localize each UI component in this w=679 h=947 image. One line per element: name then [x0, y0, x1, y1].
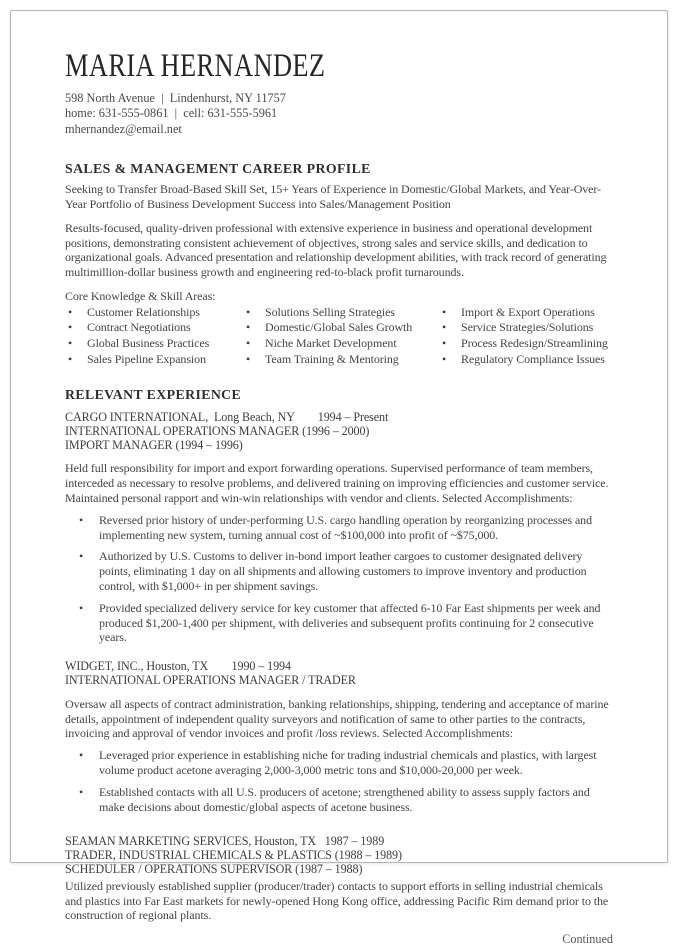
skill-item [439, 305, 614, 321]
accomplishment-item [65, 549, 615, 593]
job-description: Held full responsibility for import and export forwarding operations. Supervised performance of team members, interceded as necessary to resolve problems, and delivered training on improving efficiencies and customer service. Maintained personal rapport and win-win relationships with vendor and clients. Selected Accomplishments: [65, 461, 609, 506]
section-heading-relevant-experience: RELEVANT EXPERIENCE [65, 387, 242, 403]
job-accomplishments [65, 748, 615, 814]
bullet-icon [65, 305, 87, 321]
accomplishment-item [65, 748, 615, 778]
skill-label: Regulatory Compliance Issues [461, 351, 605, 366]
skill-label: Domestic/Global Sales Growth [265, 320, 413, 335]
bullet-icon [65, 320, 87, 336]
job-company-line: SEAMAN MARKETING SERVICES, Houston, TX 1987 – 1989 [65, 834, 385, 849]
skill-item [439, 320, 614, 336]
bullet-icon [439, 305, 461, 321]
bullet-icon [65, 336, 87, 352]
phone-line: home: 631-555-0861 | cell: 631-555-5961 [65, 106, 278, 121]
skill-label: Global Business Practices [87, 335, 210, 350]
accomplishment-text: Established contacts with all U.S. producers of acetone; strengthened ability to assess supply factors and make decisions about domestic/global aspects of acetone business. [99, 784, 590, 814]
accomplishment-item [65, 785, 615, 815]
skill-label: Sales Pipeline Expansion [87, 351, 206, 366]
job-title-line: INTERNATIONAL OPERATIONS MANAGER (1996 – 2000) [65, 423, 370, 438]
skills-column-2 [243, 305, 439, 367]
accomplishment-text: Authorized by U.S. Customs to deliver in-bond import leather cargoes to customer designated delivery points, eliminating 1 day on all shipments and allowing customers to improve inventory and production control, with $1,000+ in per shipment savings. [99, 549, 587, 594]
accomplishment-text: Provided specialized delivery service for key customer that affected 6-10 Far East shipments per week and produced $1,200-1,400 per shipment, with deliveries and subsequent profits continuing for 2 consecutive years. [99, 600, 601, 645]
job-title-line: IMPORT MANAGER (1994 – 1996) [65, 437, 243, 452]
skill-label: Solutions Selling Strategies [265, 304, 395, 319]
skills-grid [65, 305, 615, 367]
skill-item [243, 305, 439, 321]
skill-item [65, 305, 243, 321]
skill-label: Service Strategies/Solutions [461, 320, 594, 335]
job-description: Oversaw all aspects of contract administration, banking relationships, shipping, tendering and acceptance of marine details, appointment of independent quality surveyors and notification of same to other parties to the contracts, invoicing and approval of vendor invoices and profit /loss reviews. Selected Accomplishments: [65, 696, 609, 741]
accomplishment-item [65, 601, 615, 645]
job-title-line: INTERNATIONAL OPERATIONS MANAGER / TRADER [65, 673, 356, 688]
skills-column-1 [65, 305, 243, 367]
accomplishment-item [65, 513, 615, 543]
profile-summary: Results-focused, quality-driven professional with extensive experience in business and operational development positions, demonstrating consistent achievement of objectives, strong sales and service skills, and dedication to organizational goals. Advanced presentation and relationship development abilities, with track record of generating multimillion-dollar business growth and engineering red-to-black profit turnarounds. [65, 220, 607, 280]
bullet-icon [65, 601, 99, 645]
job-header [65, 660, 615, 688]
skill-item [65, 352, 243, 368]
bullet-icon [439, 320, 461, 336]
skill-label: Import & Export Operations [461, 304, 595, 319]
skills-column-3 [439, 305, 614, 367]
skill-item [243, 336, 439, 352]
job-header [65, 835, 615, 876]
bullet-icon [243, 305, 265, 321]
bullet-icon [65, 352, 87, 368]
skill-label: Niche Market Development [265, 335, 397, 350]
profile-subtitle: Seeking to Transfer Broad-Based Skill Set, 15+ Years of Experience in Domestic/Global Markets, and Year-Over-Year Portfolio of Business Development Success into Sales/Management Position [65, 182, 601, 211]
skill-item [65, 320, 243, 336]
skill-item [439, 352, 614, 368]
skill-label: Process Redesign/Streamlining [461, 335, 608, 350]
bullet-icon [243, 336, 265, 352]
resume-page [10, 10, 668, 947]
skill-item [243, 320, 439, 336]
accomplishment-text: Leveraged prior experience in establishing niche for trading industrial chemicals and plastics, with largest volume product acetone averaging 2,000-3,000 metric tons and $10,000-20,000 per week. [99, 748, 597, 778]
job-company-line: CARGO INTERNATIONAL, Long Beach, NY 1994 – Present [65, 410, 389, 425]
job-description: Utilized previously established supplier (producer/trader) contacts to support efforts in selling industrial chemicals and plastics into Far East markets for newly-opened Hong Kong office, addressing Pacific Rim demand prior to the construction of regional plants. [65, 878, 609, 923]
skill-item [243, 352, 439, 368]
job-entry-cargo-international [65, 411, 615, 645]
bullet-icon [65, 748, 99, 778]
job-accomplishments [65, 513, 615, 645]
bullet-icon [65, 513, 99, 543]
person-name: MARIA HERNANDEZ [65, 48, 326, 84]
skill-item [439, 336, 614, 352]
skill-label: Customer Relationships [87, 304, 200, 319]
job-title-line: SCHEDULER / OPERATIONS SUPERVISOR (1987 – 1988) [65, 862, 363, 877]
email-address: mhernandez@email.net [65, 121, 182, 136]
job-company-line: WIDGET, INC., Houston, TX 1990 – 1994 [65, 659, 291, 674]
job-entry-seaman-marketing [65, 835, 615, 923]
bullet-icon [243, 352, 265, 368]
contact-block [65, 91, 615, 138]
bullet-icon [65, 549, 99, 593]
accomplishment-text: Reversed prior history of under-performing U.S. cargo handling operation by reorganizing processes and implementing new system, turning annual cost of ~$100,000 into profit of ~$75,000. [99, 512, 592, 542]
skill-item [65, 336, 243, 352]
skill-label: Contract Negotiations [87, 320, 191, 335]
bullet-icon [439, 352, 461, 368]
bullet-icon [243, 320, 265, 336]
bullet-icon [65, 785, 99, 815]
continued-label: Continued [562, 932, 613, 947]
job-header [65, 411, 615, 452]
bullet-icon [439, 336, 461, 352]
skill-label: Team Training & Mentoring [265, 351, 399, 366]
job-title-line: TRADER, INDUSTRIAL CHEMICALS & PLASTICS (1988 – 1989) [65, 848, 402, 863]
job-entry-widget-inc [65, 660, 615, 814]
section-heading-career-profile: SALES & MANAGEMENT CAREER PROFILE [65, 161, 371, 177]
skills-label: Core Knowledge & Skill Areas: [65, 288, 216, 303]
address-line: 598 North Avenue | Lindenhurst, NY 11757 [65, 90, 286, 105]
